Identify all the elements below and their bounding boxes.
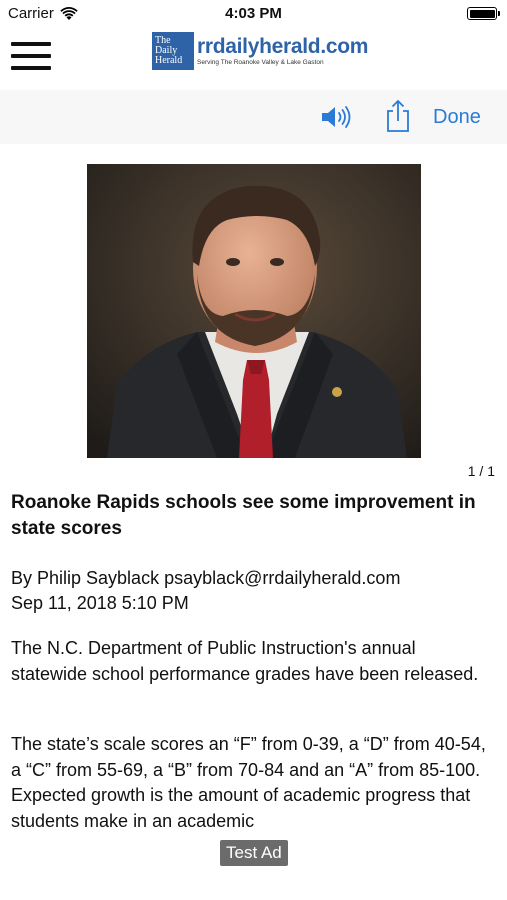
- test-ad-button[interactable]: Test Ad: [220, 840, 288, 866]
- logo-badge: The Daily Herald: [152, 32, 194, 70]
- logo-wordmark: [197, 36, 368, 67]
- article-byline: By Philip Sayblack psayblack@rrdailyherald.com: [11, 568, 401, 588]
- app-header: [0, 28, 507, 90]
- done-button[interactable]: Done: [433, 106, 481, 128]
- article-meta: [11, 566, 496, 616]
- logo-title: rrdailyherald.com: [197, 34, 369, 58]
- clock: 4:03 PM: [225, 5, 282, 22]
- carrier-label: Carrier: [8, 5, 54, 22]
- article-headline: Roanoke Rapids schools see some improvement in state scores: [11, 492, 476, 539]
- site-logo[interactable]: [152, 31, 368, 71]
- battery-icon: [467, 7, 497, 20]
- share-icon[interactable]: [385, 99, 411, 133]
- article-photo[interactable]: [87, 164, 421, 458]
- logo-tagline: Serving The Roanoke Valley & Lake Gaston: [197, 58, 324, 66]
- article-paragraph: The state’s scale scores an “F” from 0-39, a “D” from 40-54, a “C” from 55-69, a “B” from 70-84 and an “A” from 85-100. Expected growth is the amount of academic progress that students make in an academic: [11, 734, 486, 831]
- article-paragraph: The N.C. Department of Public Instruction's annual statewide school performance grades have been released.: [11, 638, 479, 684]
- status-bar: [0, 0, 507, 28]
- article-date: Sep 11, 2018 5:10 PM: [11, 593, 189, 613]
- menu-icon[interactable]: [11, 42, 51, 70]
- photo-counter: 1 / 1: [467, 463, 495, 479]
- article-toolbar: [0, 90, 507, 144]
- speaker-icon[interactable]: [320, 104, 352, 130]
